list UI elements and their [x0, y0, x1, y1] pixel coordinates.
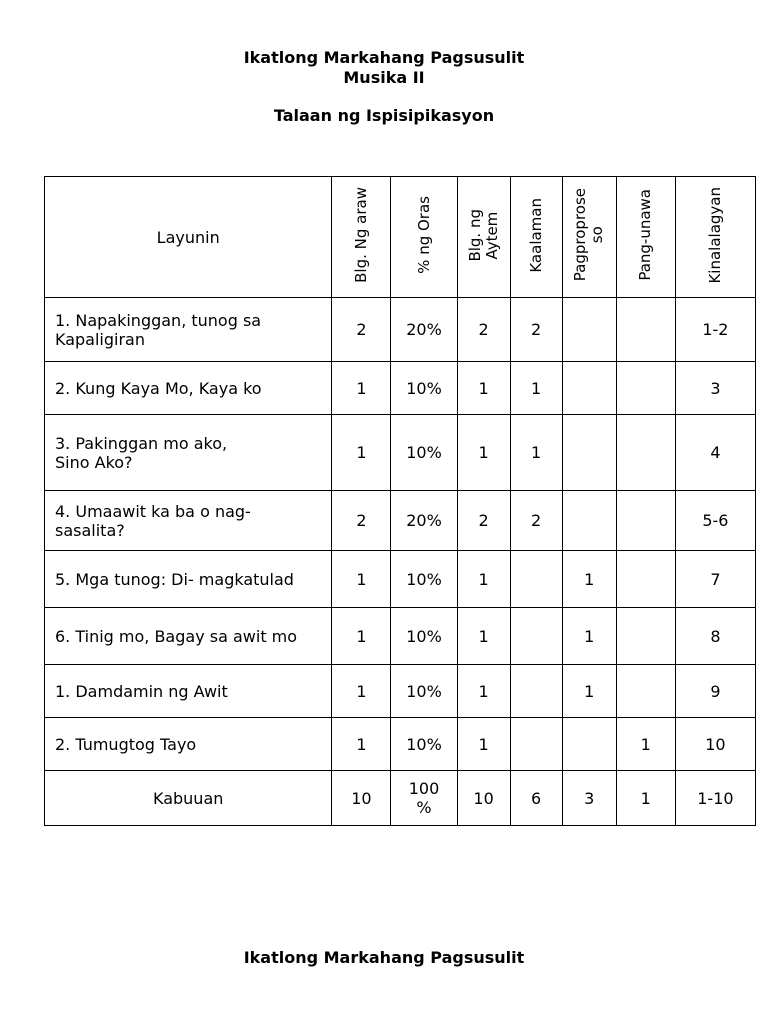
pangunawa-cell: [616, 551, 675, 608]
pangunawa-cell: [616, 415, 675, 491]
kaalaman-cell: [510, 551, 562, 608]
pagpoproseso-cell: [562, 491, 616, 551]
kinalalagyan-cell: 7: [675, 551, 755, 608]
table-row: [45, 718, 756, 771]
araw-cell: 1: [332, 415, 391, 491]
total-pangunawa: 1: [616, 771, 675, 826]
kinalalagyan-cell: 3: [675, 362, 755, 415]
layunin-cell: 2. Kung Kaya Mo, Kaya ko: [45, 362, 332, 415]
table-row: [45, 608, 756, 665]
kaalaman-cell: 2: [510, 298, 562, 362]
araw-cell: 1: [332, 608, 391, 665]
total-kinalalagyan: 1-10: [675, 771, 755, 826]
column-header-kinalalagyan: Kinalalagyan: [675, 177, 755, 298]
table-row: [45, 551, 756, 608]
layunin-cell: 3. Pakinggan mo ako, Sino Ako?: [45, 415, 332, 491]
kinalalagyan-cell: 4: [675, 415, 755, 491]
araw-cell: 2: [332, 491, 391, 551]
oras-cell: 10%: [391, 415, 457, 491]
column-header-pangunawa: Pang-unawa: [616, 177, 675, 298]
pagpoproseso-cell: 1: [562, 665, 616, 718]
oras-cell: 10%: [391, 362, 457, 415]
column-header-pagpoproseso: Pagproprose so: [562, 177, 616, 298]
page-title: Ikatlong Markahang Pagsusulit: [243, 48, 525, 67]
kaalaman-cell: 1: [510, 362, 562, 415]
total-label: Kabuuan: [45, 771, 332, 826]
oras-cell: 20%: [391, 491, 457, 551]
total-row: [45, 771, 756, 826]
layunin-cell: 2. Tumugtog Tayo: [45, 718, 332, 771]
araw-cell: 2: [332, 298, 391, 362]
kinalalagyan-cell: 8: [675, 608, 755, 665]
kinalalagyan-cell: 5-6: [675, 491, 755, 551]
pagpoproseso-cell: [562, 718, 616, 771]
pangunawa-cell: [616, 362, 675, 415]
total-aytem: 10: [457, 771, 510, 826]
total-pagpoproseso: 3: [562, 771, 616, 826]
aytem-cell: 1: [457, 665, 510, 718]
pangunawa-cell: [616, 491, 675, 551]
pangunawa-cell: [616, 665, 675, 718]
table-title: Talaan ng Ispisipikasyon: [273, 106, 495, 125]
kaalaman-cell: 2: [510, 491, 562, 551]
araw-cell: 1: [332, 551, 391, 608]
aytem-cell: 1: [457, 362, 510, 415]
oras-cell: 10%: [391, 551, 457, 608]
column-header-layunin: Layunin: [45, 177, 332, 298]
oras-cell: 10%: [391, 665, 457, 718]
layunin-cell: 6. Tinig mo, Bagay sa awit mo: [45, 608, 332, 665]
column-header-aytem: Blg. ng Aytem: [457, 177, 510, 298]
layunin-cell: 5. Mga tunog: Di- magkatulad: [45, 551, 332, 608]
kinalalagyan-cell: 9: [675, 665, 755, 718]
araw-cell: 1: [332, 665, 391, 718]
pagpoproseso-cell: [562, 362, 616, 415]
column-header-kaalaman: Kaalaman: [510, 177, 562, 298]
oras-cell: 20%: [391, 298, 457, 362]
kinalalagyan-cell: 10: [675, 718, 755, 771]
aytem-cell: 1: [457, 415, 510, 491]
kaalaman-cell: 1: [510, 415, 562, 491]
pagpoproseso-cell: [562, 298, 616, 362]
aytem-cell: 2: [457, 491, 510, 551]
kinalalagyan-cell: 1-2: [675, 298, 755, 362]
table-row: [45, 415, 756, 491]
table-row: [45, 298, 756, 362]
layunin-cell: 4. Umaawit ka ba o nag- sasalita?: [45, 491, 332, 551]
subject-title: Musika II: [343, 68, 425, 87]
pagpoproseso-cell: 1: [562, 551, 616, 608]
kaalaman-cell: [510, 665, 562, 718]
pagpoproseso-cell: [562, 415, 616, 491]
layunin-cell: 1. Damdamin ng Awit: [45, 665, 332, 718]
aytem-cell: 1: [457, 608, 510, 665]
table-row: [45, 491, 756, 551]
pangunawa-cell: [616, 608, 675, 665]
araw-cell: 1: [332, 362, 391, 415]
pagpoproseso-cell: 1: [562, 608, 616, 665]
table-row: [45, 362, 756, 415]
column-header-araw: Blg. Ng araw: [332, 177, 391, 298]
total-araw: 10: [332, 771, 391, 826]
footer-title: Ikatlong Markahang Pagsusulit: [243, 948, 525, 967]
specification-table: [44, 176, 756, 826]
aytem-cell: 2: [457, 298, 510, 362]
header-row: [45, 177, 756, 298]
pangunawa-cell: 1: [616, 718, 675, 771]
oras-cell: 10%: [391, 718, 457, 771]
aytem-cell: 1: [457, 551, 510, 608]
aytem-cell: 1: [457, 718, 510, 771]
oras-cell: 10%: [391, 608, 457, 665]
pangunawa-cell: [616, 298, 675, 362]
kaalaman-cell: [510, 608, 562, 665]
layunin-cell: 1. Napakinggan, tunog sa Kapaligiran: [45, 298, 332, 362]
total-oras: 100 %: [391, 771, 457, 826]
total-kaalaman: 6: [510, 771, 562, 826]
kaalaman-cell: [510, 718, 562, 771]
table-row: [45, 665, 756, 718]
araw-cell: 1: [332, 718, 391, 771]
column-header-oras: % ng Oras: [391, 177, 457, 298]
